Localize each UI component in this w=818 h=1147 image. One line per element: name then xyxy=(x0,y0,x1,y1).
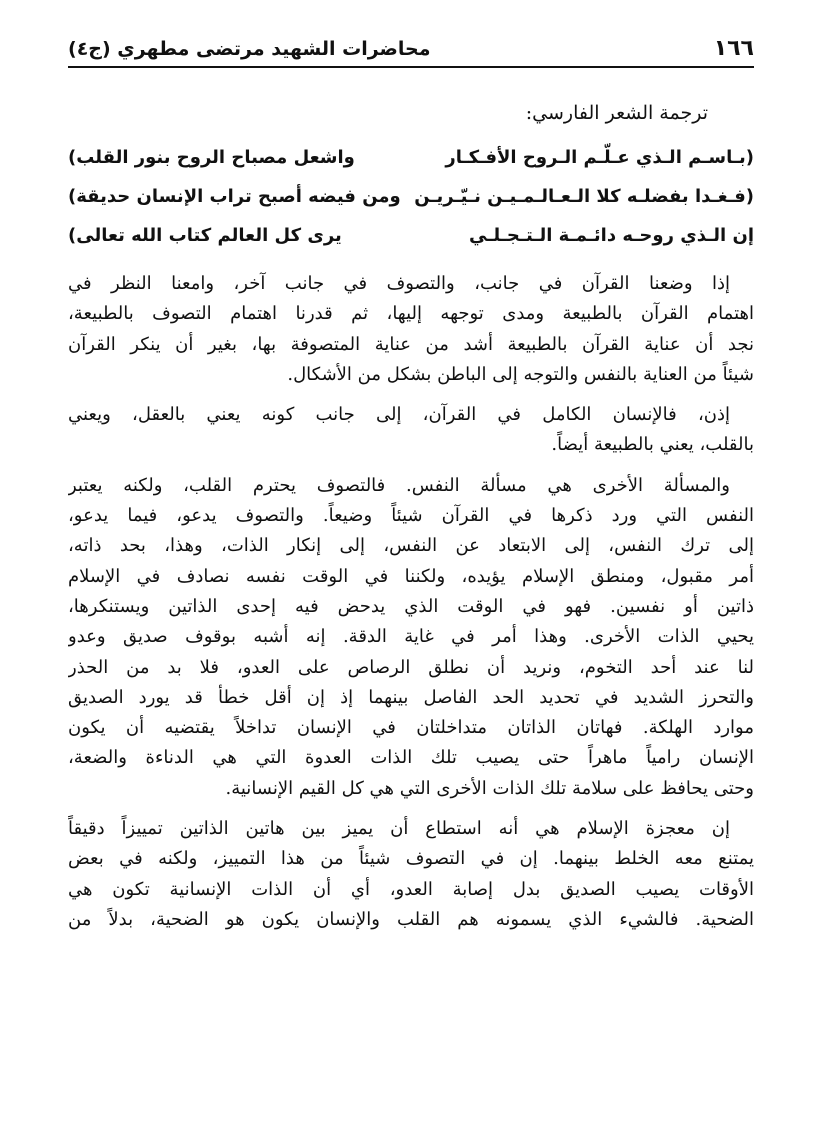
poem-verse xyxy=(68,177,754,216)
verse-first-hemistich: (بـاسـم الـذي عـلّـم الـروح الأفـكـار xyxy=(445,147,754,168)
paragraphs xyxy=(68,269,754,935)
text-line: بالقلب، يعني بالطبيعة أيضاً. xyxy=(551,434,754,456)
verse-second-hemistich: يرى كل العالم كتاب الله تعالى) xyxy=(68,225,342,246)
text-line: نجد أن عناية القرآن بالطبيعة أشد من عناية المتصوفة بها، بغير أن ينكر القرآن xyxy=(68,333,754,355)
poem-verse xyxy=(68,138,754,177)
text-line: شيئاً من العناية بالنفس والتوجه إلى الباطن بشكل من الأشكال. xyxy=(287,363,754,385)
text-line: موارد الهلكة. فهاتان الذاتان متداخلتان في الإنسان تداخلاً يقتضيه أن يكون xyxy=(68,717,754,739)
text-line: ذاتين أو نفسين. فهو في الوقت الذي يدحض فيه إحدى الذاتين ويستنكرها، xyxy=(68,595,754,617)
paragraph xyxy=(68,269,754,390)
paragraph xyxy=(68,400,754,461)
verse-second-hemistich: ومن فيضه أصبح تراب الإنسان حديقة) xyxy=(68,186,401,207)
verse-first-hemistich: (فـغـدا بفضلـه كلا الـعـالـمـيـن نـيّـريـن xyxy=(414,186,754,207)
poem-verse xyxy=(68,216,754,255)
text-line: الضحية. فالشيء الذي يسمونه هم القلب والإنسان يكون هو الضحية، بدلاً من xyxy=(68,908,754,930)
page-body xyxy=(68,92,754,945)
paragraph xyxy=(68,814,754,935)
text-line: لنا عند أحد التخوم، ونريد أن نطلق الرصاص على العدو، فلا بد من الحذر xyxy=(68,656,754,678)
poem-heading: ترجمة الشعر الفارسي: xyxy=(525,102,708,124)
text-line: النفس التي ورد ذكرها في القرآن شيئاً وضيعاً. والتصوف يدعو، فيما يدعو، xyxy=(68,505,754,527)
text-line: أمر مقبول، ومنطق الإسلام يؤيده، ولكننا في الوقت نفسه نصادف في الإسلام xyxy=(68,565,754,587)
running-title: محاضرات الشهيد مرتضى مطهري (ج٤) xyxy=(68,38,431,60)
text-line: يحيي الذات الأخرى. وهذا أمر في غاية الدقة. إنه أشبه بوقوف صديق وعدو xyxy=(68,626,754,648)
text-line: الإنسان رامياً ماهراً حتى يصيب تلك الذات العدوة التي هي الدناءة والضعة، xyxy=(68,747,754,769)
text-line: إذا وضعنا القرآن في جانب، والتصوف في جانب آخر، وامعنا النظر في xyxy=(68,273,730,294)
text-line: إذن، فالإنسان الكامل في القرآن، إلى جانب كونه يعني بالعقل، ويعني xyxy=(68,404,730,426)
text-line: إن معجزة الإسلام هي أنه استطاع أن يميز بين هاتين الذاتين تمييزاً دقيقاً xyxy=(68,818,730,840)
text-line: والمسألة الأخرى هي مسألة النفس. فالتصوف يحترم القلب، ولكنه يعتبر xyxy=(68,474,730,496)
text-line: إلى ترك النفس، إلى الابتعاد عن النفس، إلى إنكار الذات، وهذا، بحد ذاته، xyxy=(68,535,754,557)
poem xyxy=(68,138,754,255)
page-header xyxy=(68,30,754,68)
verse-second-hemistich: واشعل مصباح الروح بنور القلب) xyxy=(68,147,355,168)
text-line: والتحرز الشديد في تحديد الحد الفاصل بينهما إذ إن أقل خطأ قد يورد الصديق xyxy=(68,686,754,708)
text-line: الأوقات يصيب الصديق بدل إصابة العدو، أي أن الذات الإنسانية تكون هي xyxy=(68,878,754,900)
text-line: يمتنع معه الخلط بينهما. إن في التصوف شيئاً من هذا التمييز، ولكنه في بعض xyxy=(68,848,754,870)
paragraph xyxy=(68,471,754,804)
verse-first-hemistich: إن الـذي روحـه دائـمـة الـتـجـلـي xyxy=(468,225,754,246)
text-line: اهتمام القرآن بالطبيعة ومدى توجهه إليها، ثم قدرنا اهتمام التصوف بالطبيعة، xyxy=(68,303,754,325)
page-number: ١٦٦ xyxy=(713,36,754,61)
text-line: وحتى يحافظ على سلامة تلك الذات الأخرى التي هي كل القيم الإنسانية. xyxy=(225,777,754,799)
